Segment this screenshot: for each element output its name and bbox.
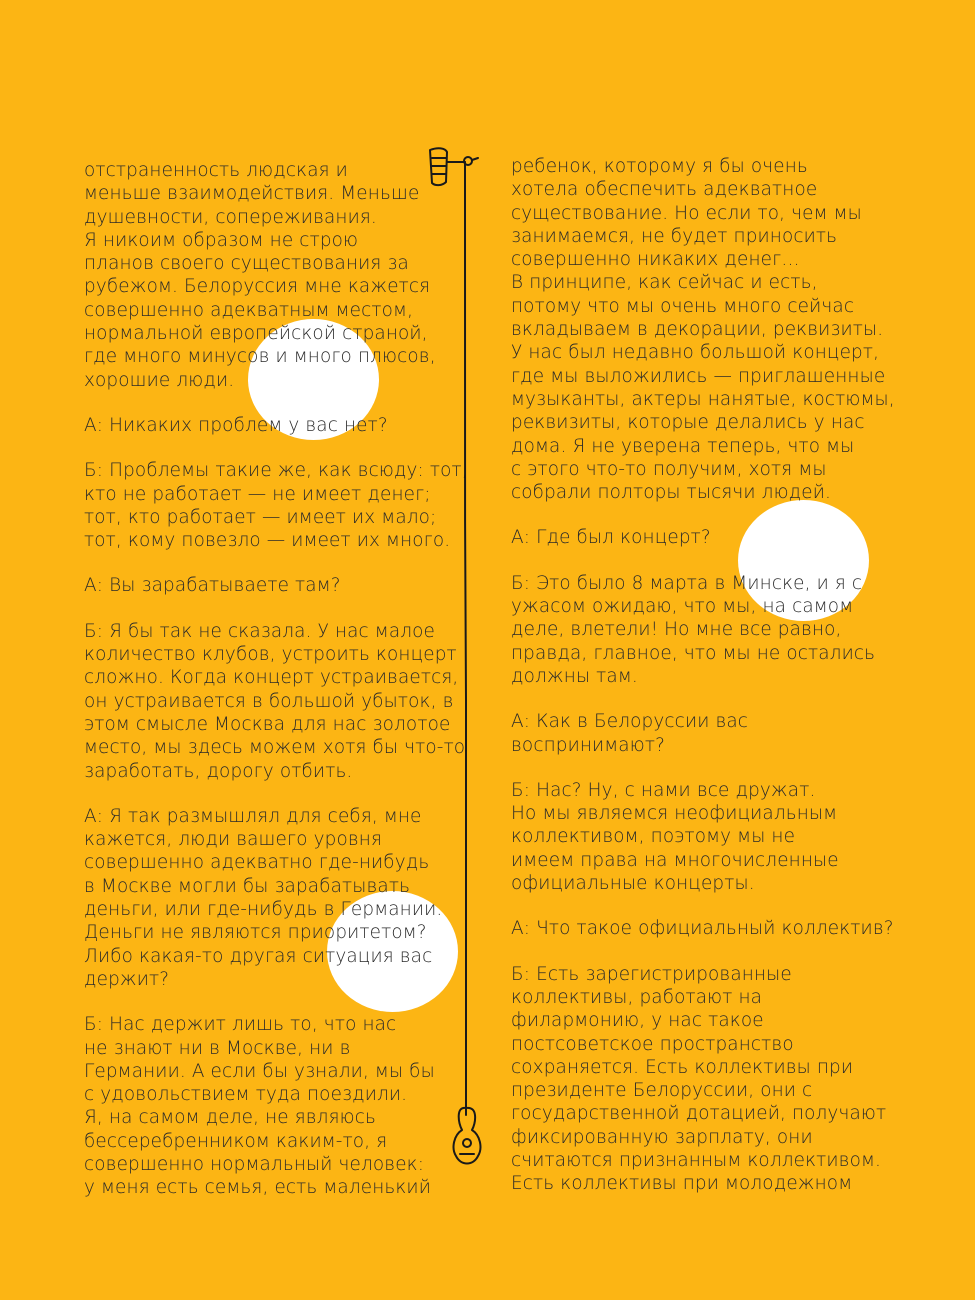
paragraph-intro: отстраненность людская и меньше взаимодействия. Меньше душевности, сопереживания. Я никоим образом не строю планов своего существования за рубежом. Белоруссия мне кажется совершенно адекватным местом, нормальной европейской страной, где много минусов и много плюсов, хорошие люди. bbox=[84, 160, 436, 391]
answer: Б: Я бы так не сказала. У нас малое количество клубов, устроить концерт сложно. Когда концерт устраивается, он устраивается в большой убыток, в этом смысле Москва для нас золотое место, мы здесь можем хотя бы что-то заработать, дорогу отбить. bbox=[84, 620, 466, 782]
paragraph-continued: ребенок, которому я бы очень хотела обеспечить адекватное существование. Но если то, чем мы занимаемся, не будет приносить совершенно никаких денег… В принципе, как сейчас и есть, потому что мы очень много сейчас вкладываем в декорации, реквизиты. У нас был недавно большой концерт, где мы выложились — приглашенные музыканты, актеры нанятые, костюмы, реквизиты, которые делались у нас дома. Я не уверена теперь, что мы с этого что-то получим, хотя мы собрали полторы тысячи людей. bbox=[511, 156, 895, 504]
right-column bbox=[511, 155, 901, 1218]
answer: Б: Есть зарегистрированные коллективы, работают на филармонию, у нас такое постсоветское пространство сохраняется. Есть коллективы при президенте Белоруссии, они с государственной дотацией, получают фиксированную зарплату, они считаются признанным коллективом. Есть коллективы при молодежном bbox=[511, 963, 887, 1195]
answer: Б: Нас? Ну, с нами все дружат. Но мы являемся неофициальным коллективом, поэтому мы не имеем права на многочисленные официальные концерты. bbox=[511, 779, 839, 895]
question: А: Где был концерт? bbox=[511, 527, 711, 549]
question: А: Что такое официальный коллектив? bbox=[511, 918, 894, 940]
question: А: Вы зарабатываете там? bbox=[84, 575, 341, 597]
question: А: Никаких проблем у вас нет? bbox=[84, 414, 388, 436]
guitar-icon bbox=[420, 140, 530, 1180]
question: А: Как в Белоруссии вас воспринимают? bbox=[511, 711, 749, 756]
answer: Б: Проблемы такие же, как всюду: тот, кто не работает — не имеет денег; тот, кто работает — имеет их мало; тот, кому повезло — имеет их много. bbox=[84, 460, 468, 552]
answer: Б: Это было 8 марта в Минске, и я с ужасом ожидаю, что мы, на самом деле, влетели! Но мне все равно, правда, главное, что мы не остались должны там. bbox=[511, 572, 876, 687]
answer: Б: Нас держит лишь то, что нас не знают ни в Москве, ни в Германии. А если бы узнали, мы бы с удовольствием туда поездили. Я, на самом деле, не являюсь бессеребренником каким-то, я совершенно нормальный человек: у меня есть семья, есть маленький bbox=[84, 1014, 435, 1199]
question: А: Я так размышлял для себя, мне кажется, люди вашего уровня совершенно адекватно где-нибудь в Москве могли бы зарабатывать деньги, или где-нибудь в Германии. Деньги не являются приоритетом? Либо какая-то другая ситуация вас держит? bbox=[84, 805, 443, 990]
left-column bbox=[84, 159, 469, 1222]
